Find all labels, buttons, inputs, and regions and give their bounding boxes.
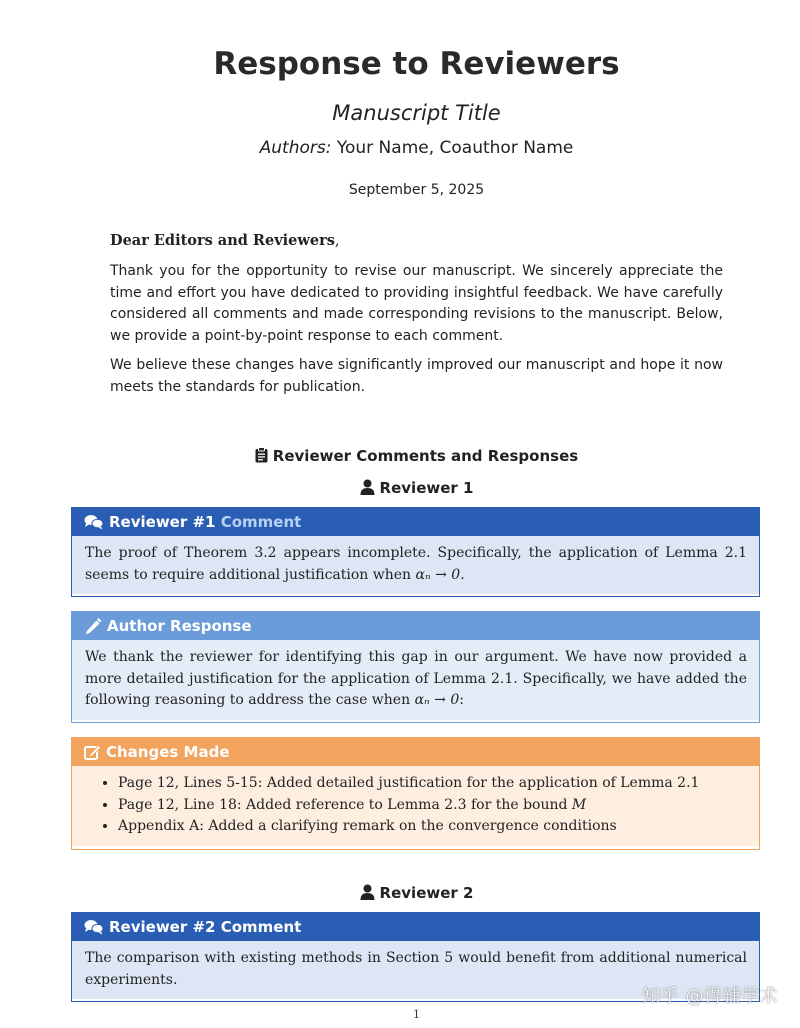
user-icon: [360, 884, 375, 900]
salutation: [110, 232, 339, 249]
reviewer1-comment-title-accent: Comment: [220, 513, 302, 531]
reviewer2-comment-body: The comparison with existing methods in Section 5 would benefit from additional numerical experiments.: [72, 941, 759, 999]
reviewer1-comment-box: [71, 507, 760, 597]
reviewer1-comment-title: Reviewer #1: [109, 513, 216, 531]
page-number: 1: [413, 1008, 420, 1021]
change-item-3: • Appendix A: Added a clarifying remark on the convergence conditions: [118, 816, 747, 838]
reviewer1-comment-end: .: [460, 566, 465, 583]
reviewer1-comment-text: The proof of Theorem 3.2 appears incomplete. Specifically, the application of Lemma 2.1 seems to require additional justification when: [85, 545, 747, 583]
page-title: Response to Reviewers: [213, 46, 620, 82]
manuscript-title: Manuscript Title: [332, 101, 501, 125]
author-response-box: [71, 611, 760, 723]
salutation-comma: ,: [334, 233, 340, 249]
edit-icon: [84, 744, 101, 760]
watermark: 知乎 @得辅学术: [642, 986, 778, 1007]
change-item-2-text: Page 12, Line 18: Added reference to Lemma 2.3 for the bound: [118, 796, 572, 813]
reviewer1-comment-body: [72, 536, 759, 594]
section-heading-text: Reviewer Comments and Responses: [272, 447, 579, 465]
changes-list: [102, 773, 747, 838]
reviewer1-heading-text: Reviewer 1: [379, 479, 474, 497]
changes-made-header: [72, 738, 759, 766]
change-item-1: • Page 12, Lines 5-15: Added detailed justification for the application of Lemma 2.1: [118, 773, 747, 795]
author-response-math: αₙ → 0: [414, 692, 460, 708]
reviewer2-heading-text: Reviewer 2: [379, 884, 474, 902]
reviewer2-comment-title: Reviewer #2 Comment: [109, 918, 302, 936]
author-response-title: Author Response: [107, 617, 252, 635]
salutation-text: Dear Editors and Reviewers: [110, 232, 335, 249]
changes-made-body: [72, 766, 759, 846]
author-response-end: :: [459, 692, 464, 708]
authors-names: Your Name, Coauthor Name: [336, 138, 574, 158]
reviewer2-heading: [0, 884, 800, 902]
clipboard-icon: [255, 447, 268, 463]
section-heading: [0, 447, 800, 465]
authors-line: [0, 138, 800, 158]
user-icon: [360, 479, 375, 495]
changes-made-box: [71, 737, 760, 850]
date: September 5, 2025: [348, 182, 485, 198]
intro-paragraph: Thank you for the opportunity to revise our manuscript. We sincerely appreciate the time and effort you have dedicated to providing insightful feedback. We have carefully considered all comments and made corresponding revisions to the manuscript. Below, we provide a point-by-point response to each comment.: [110, 263, 723, 344]
authors-label: Authors:: [259, 138, 332, 158]
pen-icon: [84, 618, 102, 634]
comments-icon: [84, 514, 104, 530]
author-response-body: [72, 640, 759, 720]
change-item-2: [118, 795, 747, 817]
reviewer1-heading: [0, 479, 800, 497]
closing-paragraph: We believe these changes have significantly improved our manuscript and hope it now meets the standards for publication.: [110, 357, 723, 395]
change-item-2-math: M: [571, 796, 587, 813]
reviewer1-comment-math: αₙ → 0: [415, 566, 461, 583]
comments-icon: [84, 919, 104, 935]
reviewer1-comment-header: [72, 508, 759, 536]
changes-made-title: Changes Made: [106, 743, 230, 761]
reviewer2-comment-header: [72, 913, 759, 941]
author-response-text: We thank the reviewer for identifying this gap in our argument. We have now provided a more detailed justification for the application of Lemma 2.1. Specifically, we have added the following reasoning to address the case when: [85, 649, 747, 708]
author-response-header: [72, 612, 759, 640]
